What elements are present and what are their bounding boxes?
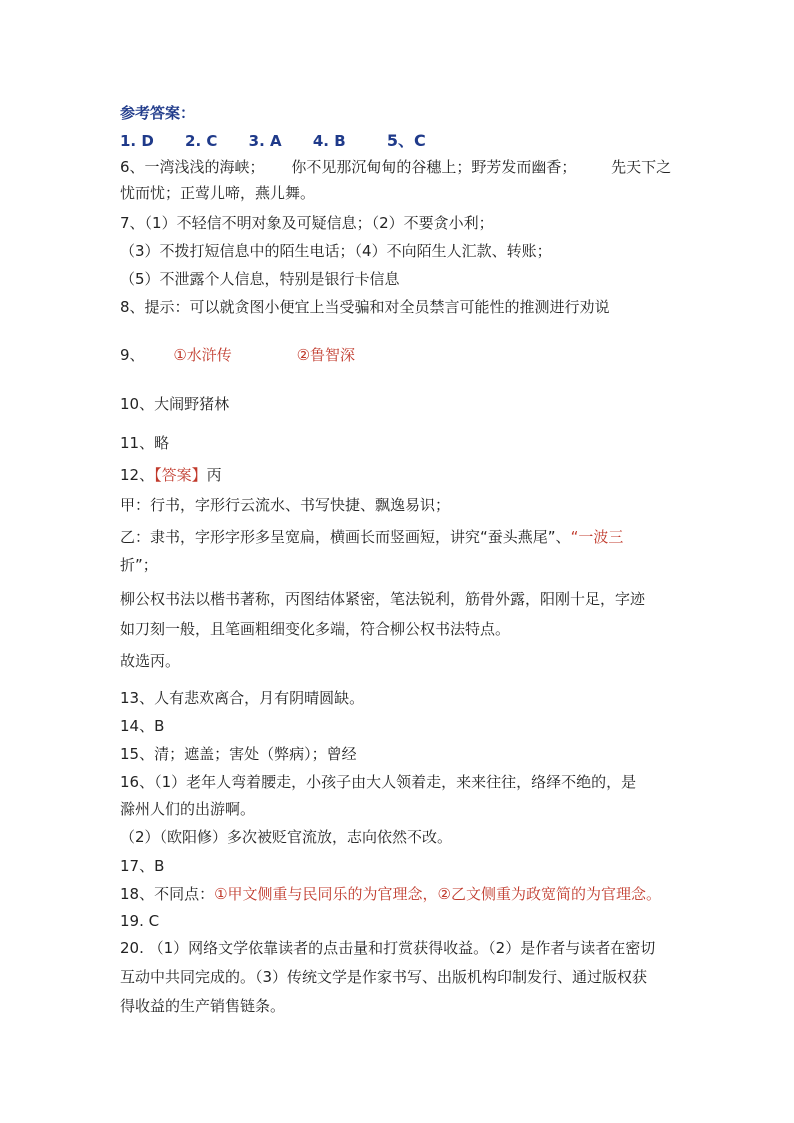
q12-answer-value: 丙 [206,466,222,484]
q9-answer-2: ②鲁智深 [296,346,356,364]
q16-line2: 滁州人们的出游啊。 [120,800,256,818]
q7-line1: 7、（1）不轻信不明对象及可疑信息；（2）不要贪小利； [120,214,494,232]
answer-2: 2. C [185,132,218,150]
q12-jia: 甲：行书，字形行云流水、书写快捷、飘逸易识； [120,496,451,514]
q13-answer: 13、人有悲欢离合，月有阴晴圆缺。 [120,689,365,707]
q6-part2: 你不见那沉甸甸的谷穗上；野芳发而幽香； [291,158,577,176]
q18-prefix: 18、不同点： [120,885,215,903]
q11-answer: 11、略 [120,434,170,452]
answer-5: 5、C [386,131,426,150]
q12-yi-line1 [120,527,623,547]
q12-number: 12、 [120,466,155,484]
q6-part1: 6、一湾浅浅的海峡； [120,158,265,176]
q9-answer-1: ①水浒传 [173,346,232,364]
q12-conclusion: 故选丙。 [120,652,181,670]
q12-yi-line2: 折”； [120,556,158,574]
q14-answer: 14、B [120,717,165,735]
q10-answer: 10、大闹野猪林 [120,395,230,413]
q12-liu-line2: 如刀刻一般，且笔画粗细变化多端，符合柳公权书法特点。 [120,620,511,638]
q7-line2: （3）不拨打短信息中的陌生电话；（4）不向陌生人汇款、转账； [120,242,552,260]
q12-yi-quote1: “蚕头燕尾”、 [480,528,571,546]
answer-4: 4. B [312,132,346,150]
q20-line3: 得收益的生产销售链条。 [120,997,286,1015]
q12-yi-text: 乙：隶书，字形字形多呈宽扁，横画长而竖画短，讲究 [120,528,481,546]
q18-answer-text: ①甲文侧重与民同乐的为官理念，②乙文侧重为政宽简的为官理念。 [214,885,661,903]
q12-liu-line1: 柳公权书法以楷书著称，丙图结体紧密，笔法锐利，筋骨外露，阳刚十足，字迹 [120,590,646,608]
q17-answer: 17、B [120,857,165,875]
q6-line2: 忧而忧；正莺儿啼，燕儿舞。 [120,184,316,202]
q18-answer [120,884,661,904]
q12-answer-tag: 【答案】 [154,466,207,484]
q8-answer: 8、提示：可以就贪图小便宜上当受骗和对全员禁言可能性的推测进行劝说 [120,298,610,316]
answer-1: 1. D [120,132,154,150]
q15-answer: 15、清；遮盖；害处（弊病）；曾经 [120,745,357,763]
q6-part3: 先天下之 [611,158,672,176]
q9-answer [120,345,355,365]
q9-number: 9、 [120,346,145,364]
q12-answer [120,465,222,485]
mc-answers-row [120,131,426,151]
q20-line2: 互动中共同完成的。（3）传统文学是作家书写、出版机构印制发行、通过版权获 [120,968,648,986]
q19-answer: 19. C [120,912,160,930]
q20-line1: 20. （1）网络文学依靠读者的点击量和打赏获得收益。（2）是作者与读者在密切 [120,939,656,957]
answer-3: 3. A [248,132,282,150]
q7-line3: （5）不泄露个人信息，特别是银行卡信息 [120,270,400,288]
q16-line3: （2）（欧阳修）多次被贬官流放，志向依然不改。 [120,828,453,846]
answers-heading: 参考答案： [120,104,196,122]
q12-yi-quote2: “一波三 [570,528,624,546]
q16-line1: 16、（1）老年人弯着腰走，小孩子由大人领着走，来来往往，络绎不绝的，是 [120,773,637,791]
q6-line1 [120,157,671,177]
